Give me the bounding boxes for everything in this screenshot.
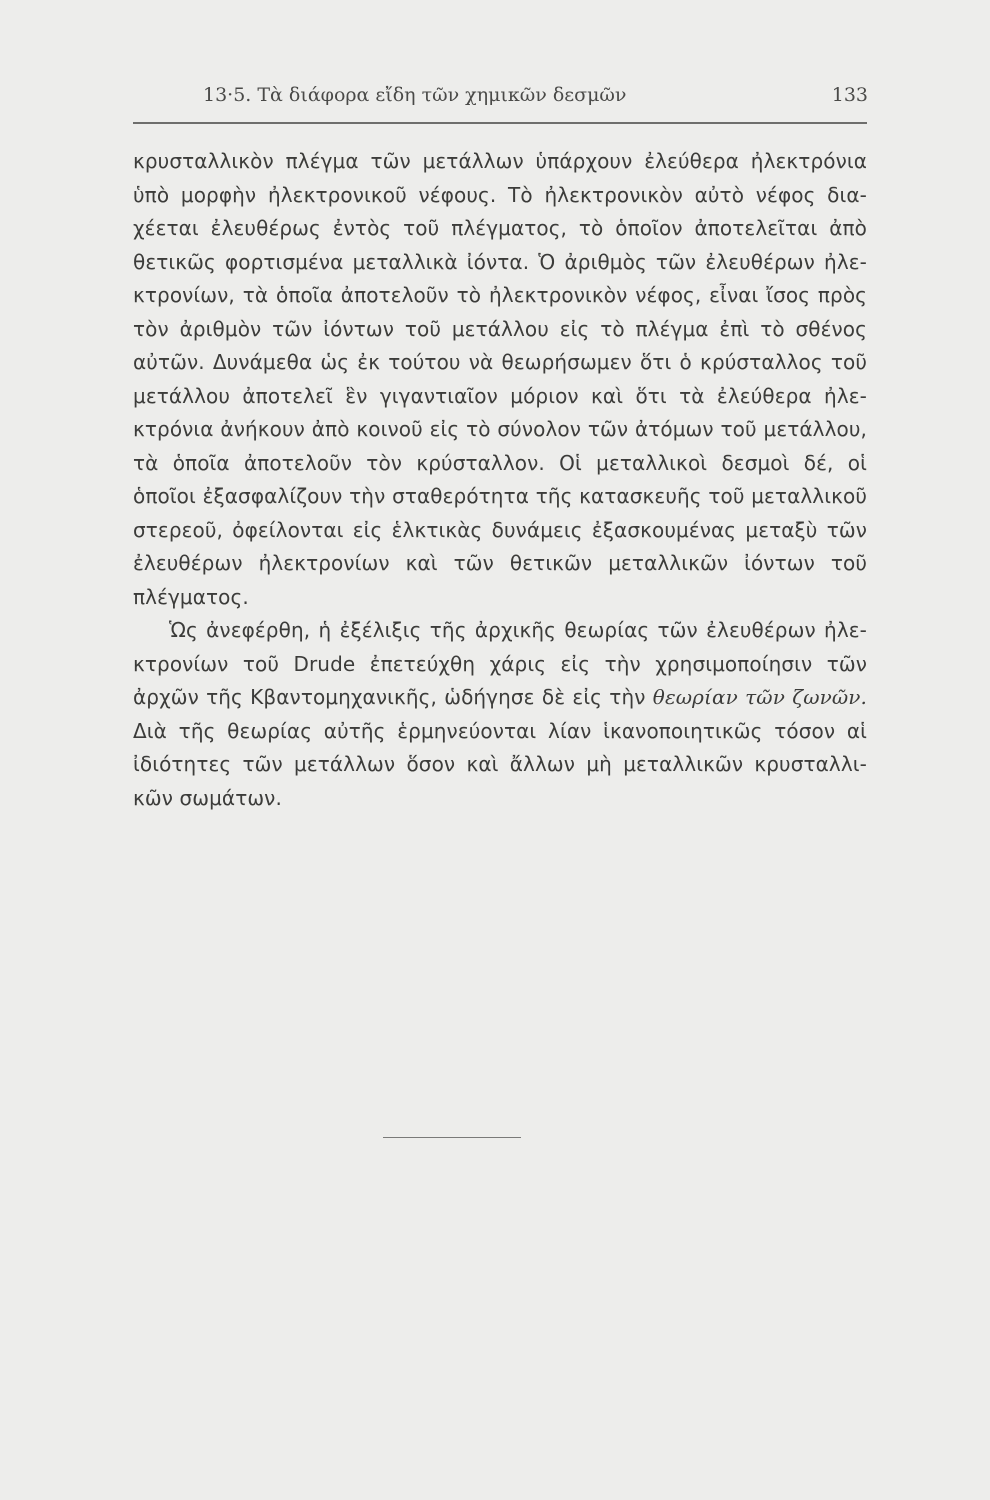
text-line: Ὡς ἀνεφέρθη, ἡ ἐξέλιξις τῆς ἀρχικῆς θεωρίας τῶν ἐλευθέρων ἠλε- <box>169 618 867 642</box>
text-line: ὁποῖοι ἐξασφαλίζουν τὴν σταθερότητα τῆς κατασκευῆς τοῦ μεταλλικοῦ <box>133 484 867 508</box>
italic-term: θεωρίαν τῶν ζωνῶν. <box>652 685 867 709</box>
text-line: μετάλλου ἀποτελεῖ ἓν γιγαντιαῖον μόριον καὶ ὅτι τὰ ἐλεύθερα ἠλε- <box>133 383 867 408</box>
section-title: 13·5. Τὰ διάφορα εἴδη τῶν χημικῶν δεσμῶν <box>203 84 627 106</box>
text-line: κτρόνια ἀνήκουν ἀπὸ κοινοῦ εἰς τὸ σύνολον τῶν ἀτόμων τοῦ μετάλλου, <box>133 417 867 441</box>
text-line: πλέγματος. <box>133 584 249 609</box>
paragraph-2 <box>133 614 867 815</box>
text-run: ἀρχῶν τῆς Κβαντομηχανικῆς, ὡδήγησε δὲ εἰς τὴν <box>133 685 646 709</box>
text-line: ὑπὸ μορφὴν ἠλεκτρονικοῦ νέφους. Τὸ ἠλεκτρονικὸν αὐτὸ νέφος δια- <box>133 182 867 207</box>
body-text <box>133 145 867 815</box>
text-line: ἰδιότητες τῶν μετάλλων ὅσον καὶ ἄλλων μὴ μεταλλικῶν κρυσταλλι- <box>133 752 867 776</box>
running-header <box>203 82 868 112</box>
text-line: Διὰ τῆς θεωρίας αὐτῆς ἑρμηνεύονται λίαν ἱκανοποιητικῶς τόσον αἱ <box>133 718 867 743</box>
text-line: τὰ ὁποῖα ἀποτελοῦν τὸν κρύσταλλον. Οἱ μεταλλικοὶ δεσμοὶ δέ, οἱ <box>133 450 867 475</box>
text-line: κρυσταλλικὸν πλέγμα τῶν μετάλλων ὑπάρχουν ἐλεύθερα ἠλεκτρόνια <box>133 149 867 173</box>
paragraph-1 <box>133 145 867 614</box>
text-line: κτρονίων τοῦ Drude ἐπετεύχθη χάρις εἰς τὴν χρησιμοποίησιν τῶν <box>133 651 867 676</box>
text-line: κῶν σωμάτων. <box>133 785 282 810</box>
text-line: στερεοῦ, ὀφείλονται εἰς ἑλκτικὰς δυνάμεις ἐξασκουμένας μεταξὺ τῶν <box>133 517 867 542</box>
page-number: 133 <box>831 84 868 106</box>
header-rule <box>133 122 867 124</box>
section-end-rule <box>383 1137 521 1138</box>
text-line: κτρονίων, τὰ ὁποῖα ἀποτελοῦν τὸ ἠλεκτρονικὸν νέφος, εἶναι ἴσος πρὸς <box>133 283 867 307</box>
text-line: χέεται ἐλευθέρως ἐντὸς τοῦ πλέγματος, τὸ ὁποῖον ἀποτελεῖται ἀπὸ <box>133 216 867 240</box>
text-line: αὐτῶν. Δυνάμεθα ὡς ἐκ τούτου νὰ θεωρήσωμεν ὅτι ὁ κρύσταλλος τοῦ <box>133 350 867 374</box>
text-line: τὸν ἀριθμὸν τῶν ἰόντων τοῦ μετάλλου εἰς τὸ πλέγμα ἐπὶ τὸ σθένος <box>133 316 867 341</box>
text-line: ἐλευθέρων ἠλεκτρονίων καὶ τῶν θετικῶν μεταλλικῶν ἰόντων τοῦ <box>133 551 867 575</box>
text-line <box>133 681 867 715</box>
text-line: θετικῶς φορτισμένα μεταλλικὰ ἰόντα. Ὁ ἀριθμὸς τῶν ἐλευθέρων ἠλε- <box>133 249 867 274</box>
